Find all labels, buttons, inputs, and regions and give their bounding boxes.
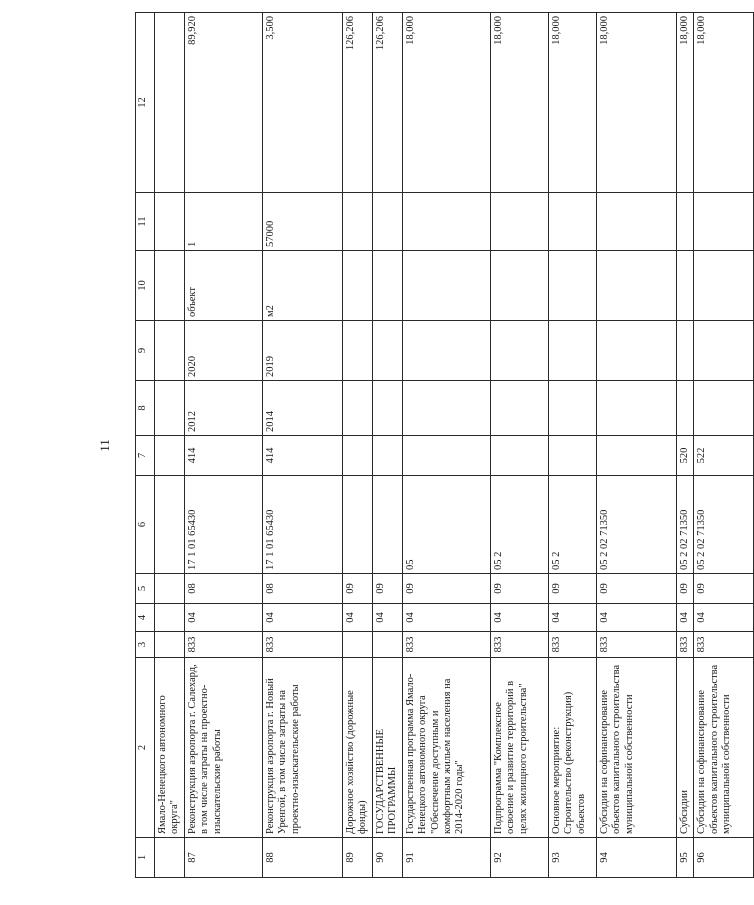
table-cell: 833 — [184, 632, 262, 658]
table-cell: 57000 — [262, 193, 342, 251]
table-cell — [694, 193, 754, 251]
table-row — [372, 13, 402, 878]
table-cell — [676, 193, 693, 251]
table-cell: 833 — [596, 632, 676, 658]
table-cell: 08 — [184, 574, 262, 604]
table-cell: Реконструкция аэропорта г. Новый Уренгой, в том числе затраты на проектно-изыскательские работы — [262, 658, 342, 838]
table-row — [262, 13, 342, 878]
table-cell: 89,920 — [184, 13, 262, 193]
table-cell — [490, 381, 548, 436]
table-cell: 09 — [342, 574, 372, 604]
table-cell: 1 — [184, 193, 262, 251]
table-cell — [155, 436, 185, 476]
table-cell: 18,000 — [676, 13, 693, 193]
table-cell — [490, 251, 548, 321]
table-cell — [402, 436, 490, 476]
table-cell — [342, 632, 372, 658]
table-cell — [155, 193, 185, 251]
table-cell — [342, 476, 372, 574]
table-cell — [490, 436, 548, 476]
table-cell — [155, 321, 185, 381]
table-cell: 05 2 02 71350 — [676, 476, 693, 574]
table-cell: 05 2 02 71350 — [694, 476, 754, 574]
table-cell: 04 — [548, 604, 596, 632]
table-cell: 2012 — [184, 381, 262, 436]
column-number-cell: 7 — [136, 436, 155, 476]
table-cell — [342, 321, 372, 381]
column-number-cell: 2 — [136, 658, 155, 838]
table-cell: 17 1 01 65430 — [262, 476, 342, 574]
table-cell: 04 — [490, 604, 548, 632]
table-cell: 91 — [402, 838, 490, 878]
table-cell: Дорожное хозяйство (дорожные фонды) — [342, 658, 372, 838]
table-cell — [548, 321, 596, 381]
table-row — [490, 13, 548, 878]
table-cell: 522 — [694, 436, 754, 476]
table-cell: ГОСУДАРСТВЕННЫЕ ПРОГРАММЫ — [372, 658, 402, 838]
table-cell: 04 — [596, 604, 676, 632]
table-cell: 04 — [402, 604, 490, 632]
table-cell — [342, 436, 372, 476]
table-cell — [596, 321, 676, 381]
table-cell: Субсидии — [676, 658, 693, 838]
table-cell — [402, 381, 490, 436]
table-cell: объект — [184, 251, 262, 321]
table-cell — [155, 632, 185, 658]
table-cell: 833 — [262, 632, 342, 658]
table-cell: 520 — [676, 436, 693, 476]
table-cell: 2020 — [184, 321, 262, 381]
table-cell: 94 — [596, 838, 676, 878]
table-cell: 09 — [676, 574, 693, 604]
table-cell — [402, 321, 490, 381]
table-cell: 09 — [490, 574, 548, 604]
table-cell: 05 2 — [490, 476, 548, 574]
rotated-content — [95, 13, 732, 878]
table-cell: 96 — [694, 838, 754, 878]
table-cell: Подпрограмма "Комплексное освоение и развитие территорий в целях жилищного строительства" — [490, 658, 548, 838]
table-cell: 414 — [262, 436, 342, 476]
table-cell — [548, 436, 596, 476]
column-number-cell: 3 — [136, 632, 155, 658]
table-cell — [694, 381, 754, 436]
table-cell: 18,000 — [596, 13, 676, 193]
table-cell — [155, 476, 185, 574]
table-cell — [596, 251, 676, 321]
table-cell — [548, 193, 596, 251]
table-cell: 05 2 02 71350 — [596, 476, 676, 574]
column-number-cell: 12 — [136, 13, 155, 193]
table-cell: 93 — [548, 838, 596, 878]
table-cell: 18,000 — [402, 13, 490, 193]
table-cell: 833 — [676, 632, 693, 658]
table-row — [155, 13, 185, 878]
table-row — [694, 13, 754, 878]
table-cell: 04 — [676, 604, 693, 632]
table-cell: 92 — [490, 838, 548, 878]
table-cell: 126,206 — [342, 13, 372, 193]
table-cell — [490, 193, 548, 251]
table-cell — [155, 574, 185, 604]
table-cell — [342, 193, 372, 251]
table-cell — [402, 251, 490, 321]
table-cell: 09 — [372, 574, 402, 604]
table-row — [402, 13, 490, 878]
table-cell — [372, 193, 402, 251]
table-cell — [155, 838, 185, 878]
table-cell: 18,000 — [490, 13, 548, 193]
table-row — [184, 13, 262, 878]
column-number-cell: 11 — [136, 193, 155, 251]
table-cell — [548, 381, 596, 436]
table-cell — [372, 476, 402, 574]
table-cell: 414 — [184, 436, 262, 476]
table-cell — [402, 193, 490, 251]
table-cell — [342, 381, 372, 436]
table-cell: 833 — [490, 632, 548, 658]
table-cell: 833 — [694, 632, 754, 658]
table-cell: 3,500 — [262, 13, 342, 193]
table-cell: м2 — [262, 251, 342, 321]
table-cell: 87 — [184, 838, 262, 878]
column-number-cell: 9 — [136, 321, 155, 381]
table-cell: 2019 — [262, 321, 342, 381]
table-row — [548, 13, 596, 878]
table-cell: 17 1 01 65430 — [184, 476, 262, 574]
table-cell — [372, 436, 402, 476]
table-cell: 05 2 — [548, 476, 596, 574]
table-cell — [676, 381, 693, 436]
table-cell — [372, 251, 402, 321]
table-cell — [155, 251, 185, 321]
table-cell: Реконструкция аэропорта г. Салехард, в том числе затраты на проектно-изыскательские работы — [184, 658, 262, 838]
column-number-cell: 10 — [136, 251, 155, 321]
table-cell: 89 — [342, 838, 372, 878]
table-cell — [694, 251, 754, 321]
table-cell — [596, 436, 676, 476]
table-cell — [372, 381, 402, 436]
table-cell: 833 — [402, 632, 490, 658]
column-number-cell: 4 — [136, 604, 155, 632]
table-cell — [155, 381, 185, 436]
table-header-row — [136, 13, 155, 878]
table-cell — [342, 251, 372, 321]
table-cell — [490, 321, 548, 381]
table-cell — [155, 13, 185, 193]
column-number-cell: 1 — [136, 838, 155, 878]
table-cell — [676, 251, 693, 321]
table-row — [342, 13, 372, 878]
table-cell: Основное мероприятие: Строительство (реконструкция) объектов — [548, 658, 596, 838]
table-row — [596, 13, 676, 878]
table-cell: 04 — [262, 604, 342, 632]
table-cell — [548, 251, 596, 321]
table-cell: 95 — [676, 838, 693, 878]
table-cell: 88 — [262, 838, 342, 878]
budget-table — [135, 12, 754, 878]
column-number-cell: 8 — [136, 381, 155, 436]
table-cell: 2014 — [262, 381, 342, 436]
table-cell: 833 — [548, 632, 596, 658]
table-cell — [596, 381, 676, 436]
table-cell: 04 — [342, 604, 372, 632]
table-cell — [155, 604, 185, 632]
table-cell: 04 — [372, 604, 402, 632]
table-cell: Субсидии на софинансирование объектов капитального строительства муниципальной собственности — [694, 658, 754, 838]
table-cell — [676, 321, 693, 381]
table-cell: 04 — [694, 604, 754, 632]
table-cell: 05 — [402, 476, 490, 574]
table-cell: Государственная программа Ямало-Ненецкого автономного округа "Обеспечение доступным и комфортным жильем населения на 2014-2020 годы" — [402, 658, 490, 838]
table-cell: 04 — [184, 604, 262, 632]
table-cell: Ямало-Ненецкого автономного округа" — [155, 658, 185, 838]
column-number-cell: 5 — [136, 574, 155, 604]
table-cell: Субсидии на софинансирование объектов капитального строительства муниципальной собственности — [596, 658, 676, 838]
table-cell: 09 — [402, 574, 490, 604]
table-row — [676, 13, 693, 878]
column-number-cell: 6 — [136, 476, 155, 574]
table-cell: 08 — [262, 574, 342, 604]
table-cell: 90 — [372, 838, 402, 878]
table-cell: 09 — [548, 574, 596, 604]
table-cell — [694, 321, 754, 381]
table-cell — [372, 321, 402, 381]
table-cell: 09 — [596, 574, 676, 604]
page-number: 11 — [97, 439, 112, 452]
table-cell: 18,000 — [694, 13, 754, 193]
table-cell: 09 — [694, 574, 754, 604]
table-cell: 126,206 — [372, 13, 402, 193]
table-cell: 18,000 — [548, 13, 596, 193]
table-cell — [596, 193, 676, 251]
table-cell — [372, 632, 402, 658]
